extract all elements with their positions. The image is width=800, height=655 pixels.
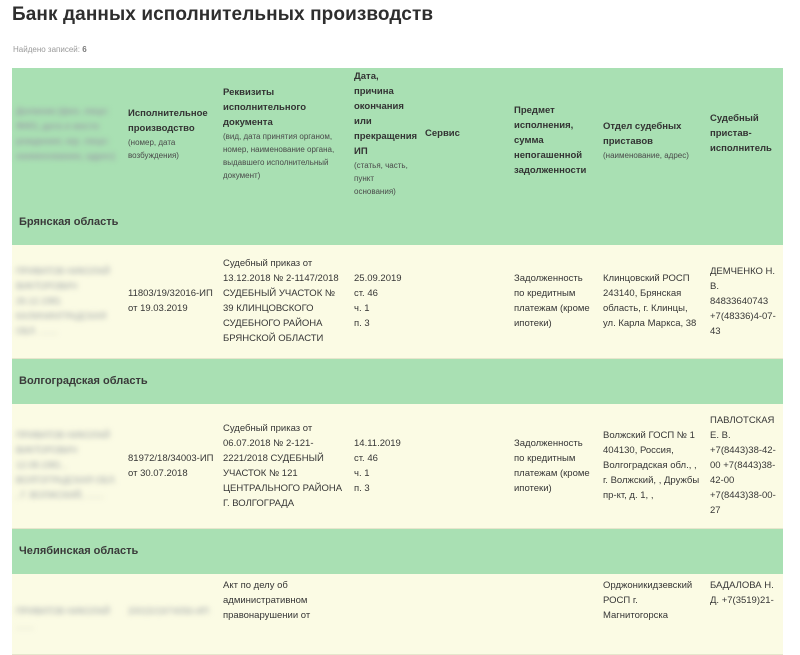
- column-proceeding: [124, 68, 219, 199]
- end-date-cell: [350, 245, 421, 358]
- region-row: [12, 199, 783, 245]
- proceeding-cell: 81972/18/34003-ИП от 30.07.2018: [128, 452, 214, 479]
- table-row: [12, 574, 783, 654]
- department-cell: Волжский ГОСП № 1 404130, Россия, Волгоградская обл., , г. Волжский, , Дружбы пр-кт, д. 1, ,: [603, 430, 700, 502]
- debtor-blurred: ПРИВАТОВ НИКОЛАЙ ВИКТОРОВИЧ 26.12.1981 КАЛИНИНГРАДСКАЯ ОБЛ. ……: [16, 265, 110, 336]
- end-part: ч. 1: [354, 467, 370, 479]
- end-point: п. 3: [354, 482, 370, 494]
- column-service: [421, 68, 510, 199]
- column-department-subtitle: (наименование, адрес): [603, 151, 689, 160]
- column-bailiff-title: Судебный пристав-исполнитель: [710, 113, 772, 154]
- debtor-cell: [12, 245, 124, 358]
- table-row: [12, 245, 783, 358]
- debtor-blurred: ПРИВАТОВ НИКОЛАЙ ВИКТОРОВИЧ 12.08.1981 , ВОЛГОГРАДСКАЯ ОБЛ. , Г. ВОЛЖСКИЙ, ……: [16, 430, 117, 501]
- column-proceeding-title: Исполнительное производство: [128, 107, 208, 134]
- region-name: Волгоградская область: [19, 374, 148, 387]
- column-document: [219, 68, 350, 199]
- column-document-title: Реквизиты исполнительного документа: [223, 87, 307, 128]
- results-table-wrapper: [12, 68, 783, 631]
- service-cell: [421, 245, 510, 358]
- end-date: 25.09.2019: [354, 273, 402, 285]
- column-bailiff: [706, 68, 783, 199]
- column-department: [599, 68, 706, 199]
- column-end-date: [350, 68, 421, 199]
- proceeding-blurred: 20015/19/74056-ИП: [128, 606, 209, 616]
- end-article: ст. 46: [354, 288, 378, 300]
- column-end-date-subtitle: (статья, часть, пункт основания): [354, 161, 408, 196]
- column-debtor: [12, 68, 124, 199]
- region-row: [12, 528, 783, 574]
- document-cell: Акт по делу об административном правонарушении от: [223, 580, 311, 621]
- end-point: п. 3: [354, 318, 370, 330]
- subject-cell: Задолженность по кредитным платежам (кроме ипотеки): [514, 273, 590, 330]
- region-name: Брянская область: [19, 215, 119, 228]
- page-title: Банк данных исполнительных производств: [12, 4, 434, 25]
- debtor-cell: [12, 574, 124, 654]
- debtor-blurred: ПРИВАТОВ НИКОЛАЙ ……: [16, 606, 110, 631]
- bailiff-cell: ПАВЛОТСКАЯ Е. В. +7(8443)38-42-00 +7(8443)38-42-00 +7(8443)38-00-27: [710, 415, 776, 517]
- column-department-title: Отдел судебных приставов: [603, 121, 682, 147]
- department-cell: Орджоникидзевский РОСП г. Магнитогорска: [603, 580, 693, 621]
- column-subject: [510, 68, 599, 199]
- region-name: Челябинская область: [19, 544, 139, 557]
- bailiff-cell: ДЕМЧЕНКО Н. В. 84833640743 +7(48336)4-07-43: [710, 265, 776, 337]
- column-end-date-title: Дата, причина окончания или прекращения ИП: [354, 71, 418, 157]
- end-date: 14.11.2019: [354, 437, 401, 449]
- results-table: [12, 68, 783, 655]
- document-cell: Судебный приказ от 06.07.2018 № 2-121-2221/2018 СУДЕБНЫЙ УЧАСТОК № 121 ЦЕНТРАЛЬНОГО РАЙОНА Г. ВОЛГОГРАДА: [223, 422, 343, 509]
- debtor-column-blurred: Должник (физ. лицо: ФИО, дата и место рождения; юр. лицо: наименование, адрес): [16, 105, 116, 161]
- document-cell: Судебный приказ от 13.12.2018 № 2-1147/2018 СУДЕБНЫЙ УЧАСТОК № 39 КЛИНЦОВСКОГО СУДЕБНОГО РАЙОНА БРЯНСКОЙ ОБЛАСТИ: [223, 258, 339, 345]
- subject-cell: Задолженность по кредитным платежам (кроме ипотеки): [514, 437, 590, 494]
- end-article: ст. 46: [354, 452, 378, 464]
- column-service-title: Сервис: [425, 128, 460, 139]
- region-row: [12, 358, 783, 404]
- bailiff-cell: БАДАЛОВА Н. Д. +7(3519)21-: [710, 580, 774, 606]
- service-cell: [421, 574, 510, 654]
- records-found: [13, 45, 87, 54]
- table-row: [12, 404, 783, 528]
- end-date-cell: [350, 574, 421, 654]
- column-subject-title: Предмет исполнения, сумма непогашенной задолженности: [514, 105, 587, 176]
- records-found-label: Найдено записей:: [13, 45, 80, 54]
- department-cell: Клинцовский РОСП 243140, Брянская область, г. Клинцы, ул. Карла Маркса, 38: [603, 273, 697, 330]
- debtor-cell: [12, 404, 124, 528]
- records-found-count: 6: [82, 45, 87, 54]
- end-date-cell: [350, 404, 421, 528]
- table-header: [12, 68, 783, 199]
- column-document-subtitle: (вид, дата принятия органом, номер, наименование органа, выдавшего исполнительный документ): [223, 132, 335, 180]
- proceeding-cell: [124, 574, 219, 654]
- end-part: ч. 1: [354, 303, 370, 315]
- service-cell: [421, 404, 510, 528]
- subject-cell: [510, 574, 599, 654]
- column-proceeding-subtitle: (номер, дата возбуждения): [128, 137, 179, 160]
- proceeding-cell: 11803/19/32016-ИП от 19.03.2019: [128, 288, 213, 315]
